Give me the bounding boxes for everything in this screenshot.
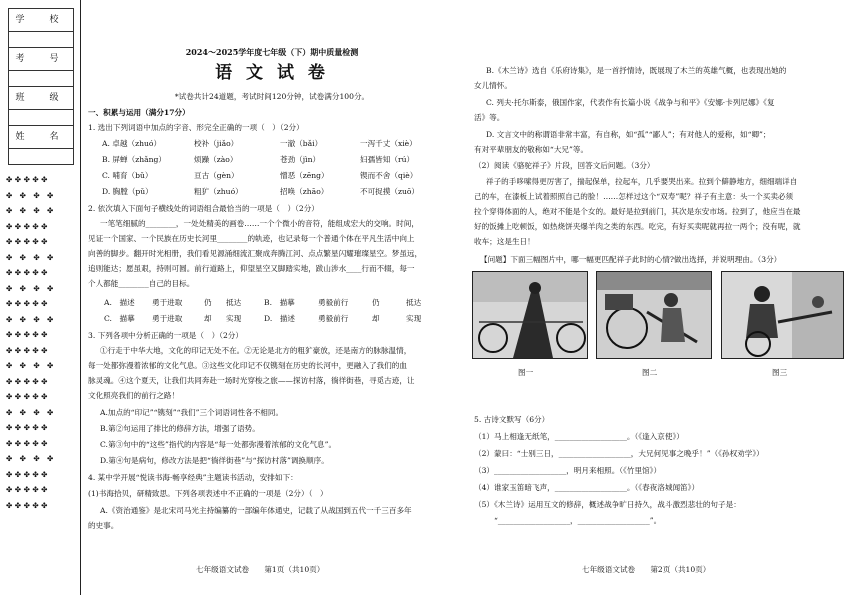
caption-2: 图二 [642,368,658,377]
class-label: 班 级 [9,87,73,110]
q4-option-d-cont: 有对平辈朋友的敬称如“大兄”等。 [474,145,589,154]
page-1 [86,0,458,595]
school-field[interactable] [9,32,73,48]
exam-number-label: 考 号 [9,48,73,71]
q2-option: 却 [204,314,212,323]
illustration-1 [472,271,588,359]
q4-option-c: C. 列夫·托尔斯泰，俄国作家，代表作有长篇小说《战争与和平》《安娜·卡列尼娜》《复 [486,98,775,107]
q3-passage-line: 脉灵魂。④这个夏天，让我们共同奔赴一场时光穿梭之旅——探访村落，徜徉街巷，寻觅古迹，让 [88,376,415,385]
q2-passage-line: 个人都能________自己的目标。 [88,279,195,288]
poem-line: （5）《木兰诗》运用互文的修辞，概述战争旷日持久，战斗激烈悲壮的句子是： [474,500,741,509]
question-prompt: 【问题】下面三幅图片中，哪一幅更匹配祥子此时的心情?做出选择，并说明理由。（3分） [480,255,782,264]
poem-answer-line[interactable]: “___________________，___________________”。 [494,516,662,525]
q2-option: 仍 [372,298,380,307]
poem-line[interactable]: （2）蒙曰：“士别三日，___________________，大兄何见事之晚乎！”（《孙权劝学》） [474,449,764,458]
q1-option: 校补（jiǎo） [194,139,239,148]
exam-header: 2024～2025学年度七年级（下）期中质量检测 [185,47,359,57]
student-info-box [8,8,74,165]
q2-passage-line: 向善的脚步。翻开时光相册，我们看见源涌细流汇聚成奔腾江河、点点繁星闪耀璀璨星空。梦虽远， [88,249,423,258]
q4-stem: 4. 某中学开展“悦读书海·畅享经典”主题读书活动，安排如下： [88,473,298,482]
q3-passage-line: ①行走于中华大地，文化的印记无处不在。②无论是北方的粗犷豪放，还是南方的脉脉温情， [100,346,412,355]
q2-passage-line: 追则能达；愿虽艰，持则可圆。前行道路上，仰望星空又脚踏实地，跋山涉水____行而不辍，每一 [88,264,415,273]
excerpt-line: 好的饭摊上吃顿饭，如热烧饼夹爆羊肉之类的东西。吃完，有好买卖呢就再拉一两个；没有呢，就 [474,222,801,231]
q2-option: 实现 [406,314,422,323]
q3-option-c: C.第③句中的“这些”指代的内容是“每一处都弥漫着浓郁的文化气息”。 [100,440,337,449]
q1-stem: 1. 选出下列词语中加点的字音、形完全正确的一项（ ）（2分） [88,123,304,132]
seal-line-stars: ✤✤✤✤✤ ✤ ✤ ✤ ✤ ✤ ✤ ✤ ✤ ✤✤✤✤✤ ✤✤✤✤✤ ✤ ✤ ✤ ✤ ✤✤✤✤✤ ✤ ✤ ✤ ✤ ✤✤✤✤✤ ✤ ✤ ✤ ✤ ✤✤✤✤✤ ✤✤✤✤✤ ✤ ✤ ✤ ✤ ✤✤✤✤✤ ✤✤✤✤✤ ✤ ✤ ✤ ✤ ✤✤✤✤✤ ✤✤✤✤✤ ✤ ✤ ✤ ✤ ✤✤✤✤✤ ✤✤✤✤✤ ✤✤✤✤✤ [6,175,56,510]
q2-option: A. 描述 [104,298,135,307]
q4-option-b-cont: 女儿情怀。 [474,81,512,90]
page-2 [472,0,844,595]
section-heading: 一、积累与运用（满分17分） [88,108,190,117]
q1-option: C. 哺育（bǔ） [102,171,153,180]
q1-option: 妇孺皆知（rú） [360,155,415,164]
q2-stem: 2. 依次填入下面句子横线处的词语组合最恰当的一项是（ ）（2分） [88,204,319,213]
poem-line[interactable]: （4）谁家玉笛暗飞声，___________________。（《春夜洛城闻笛》） [474,483,700,492]
q1-option: B. 屏蝉（zhǎng） [102,155,166,164]
name-label: 姓 名 [9,126,73,149]
excerpt-line: 祥子的手哆嗦得更厉害了，揣起保单，拉起车，几乎要哭出来。拉到个僻静地方，细细端详自 [486,177,798,186]
q4-sub: (1)书海拾贝，研精致思。下列各项表述中不正确的一项是（2分）（ ） [88,489,328,498]
q3-option-b: B.第②句运用了排比的修辞方法，增强了语势。 [100,424,260,433]
excerpt-line: 己的车，在漆板上试着照照自己的脸！……怎样过这个“双寿”呢？祥子有主意：头一个买卖必须 [474,192,794,201]
q3-passage-line: 文化照亮我们的前行之路！ [88,391,180,400]
caption-3: 图三 [772,368,788,377]
caption-1: 图一 [518,368,534,377]
q1-option: 粗犷（zhuó） [194,187,243,196]
q2-option: 抵达 [406,298,422,307]
q4-option-a: A.《资治通鉴》是北宋司马光主持编纂的一部编年体通史，记载了从战国到五代一千三百多年 [100,506,412,515]
q3-stem: 3. 下列各项中分析正确的一项是（ ）（2分） [88,331,243,340]
page-footer: 七年级语文试卷 第1页（共10页） [196,565,325,574]
q1-option: 苍劲（jìn） [280,155,321,164]
page-title: 语 文 试 卷 [215,63,329,83]
q1-option: 不可捉摸（zuō） [360,187,420,196]
q1-option: 一泻千丈（xiè） [360,139,417,148]
q1-option: D. 胸膛（pǔ） [102,187,153,196]
q2-option: 勇毅前行 [318,298,349,307]
class-field[interactable] [9,110,73,126]
q4-option-d: D. 文言文中的称谓语非常丰富，有自称，如“孤”“鄙人”；有对他人的爱称，如“卿”； [486,130,771,139]
page-footer: 七年级语文试卷 第2页（共10页） [582,565,711,574]
q1-option: 憎恶（zēng） [280,171,329,180]
q1-option: 亘古（gèn） [194,171,239,180]
q3-option-a: A.加点的“印记”“镌刻”“我们”三个词语词性各不相同。 [100,408,284,417]
q3-option-d: D.第④句是病句，修改方法是把“徜徉街巷”与“探访村落”调换顺序。 [100,456,329,465]
illustration-3 [721,271,844,359]
q3-passage-line: 每一处都弥漫着浓郁的文化气息。③这些文化印记不仅镌刻在历史的长河中，更融入了我们的血 [88,361,407,370]
q2-option: 勇于进取 [152,298,183,307]
q4-option-c-cont: 活》等。 [474,113,505,122]
q2-option: 勇于进取 [152,314,183,323]
q1-option: 一澈（bǎi） [280,139,323,148]
name-field[interactable] [9,149,73,164]
exam-number-field[interactable] [9,71,73,87]
q5-stem: 5. 古诗文默写（6分） [474,415,550,424]
q1-option: 锲而不舍（qiè） [360,171,418,180]
excerpt-line: 收车；这是生日！ [474,237,535,246]
q2-option: C. 描摹 [104,314,135,323]
exam-note: *试卷共计24道题，考试时间120分钟，试卷满分100分。 [174,92,370,101]
excerpt-line: 拉个穿得体面的人，绝对不能是个女的。最好是拉到前门，其次是东安市场。拉到了，他应当在最 [474,207,801,216]
q4-option-b: B.《木兰诗》选自《乐府诗集》，是一首抒情诗，既展现了木兰的英雄气概，也表现出她的 [486,66,787,75]
q2-option: 抵达 [226,298,242,307]
illustration-2 [596,271,712,359]
q4-option-a-cont: 的史事。 [88,521,119,530]
q2-option: B. 描摹 [264,298,295,307]
poem-line[interactable]: （1）马上相逢无纸笔，___________________。（《逢入京使》） [474,432,684,441]
binding-sidebar [0,0,81,595]
q2-option: 实现 [226,314,242,323]
q1-option: 招唤（zhāo） [280,187,329,196]
q4-sub2-stem: （2）阅读《骆驼祥子》片段，回答文后问题。（3分） [474,161,655,170]
q2-passage-line: 见证一个国家、一个民族在历史长河里________的轨迹，也记录每一个普通个体在平凡生活中向上 [88,234,415,243]
q2-passage-line: 一笔笔细腻的________，一处处精美的画卷……一个个微小的音符，能组成宏大的交响。时间， [100,219,419,228]
q2-option: 勇毅前行 [318,314,349,323]
q1-option: 烦躁（zào） [194,155,238,164]
q1-option: A. 卓越（zhuó） [102,139,162,148]
poem-line[interactable]: （3）___________________，明月来相照。（《竹里馆》） [474,466,662,475]
q2-option: 却 [372,314,380,323]
school-label: 学 校 [9,9,73,32]
q2-option: D. 描述 [264,314,296,323]
q2-option: 仍 [204,298,212,307]
